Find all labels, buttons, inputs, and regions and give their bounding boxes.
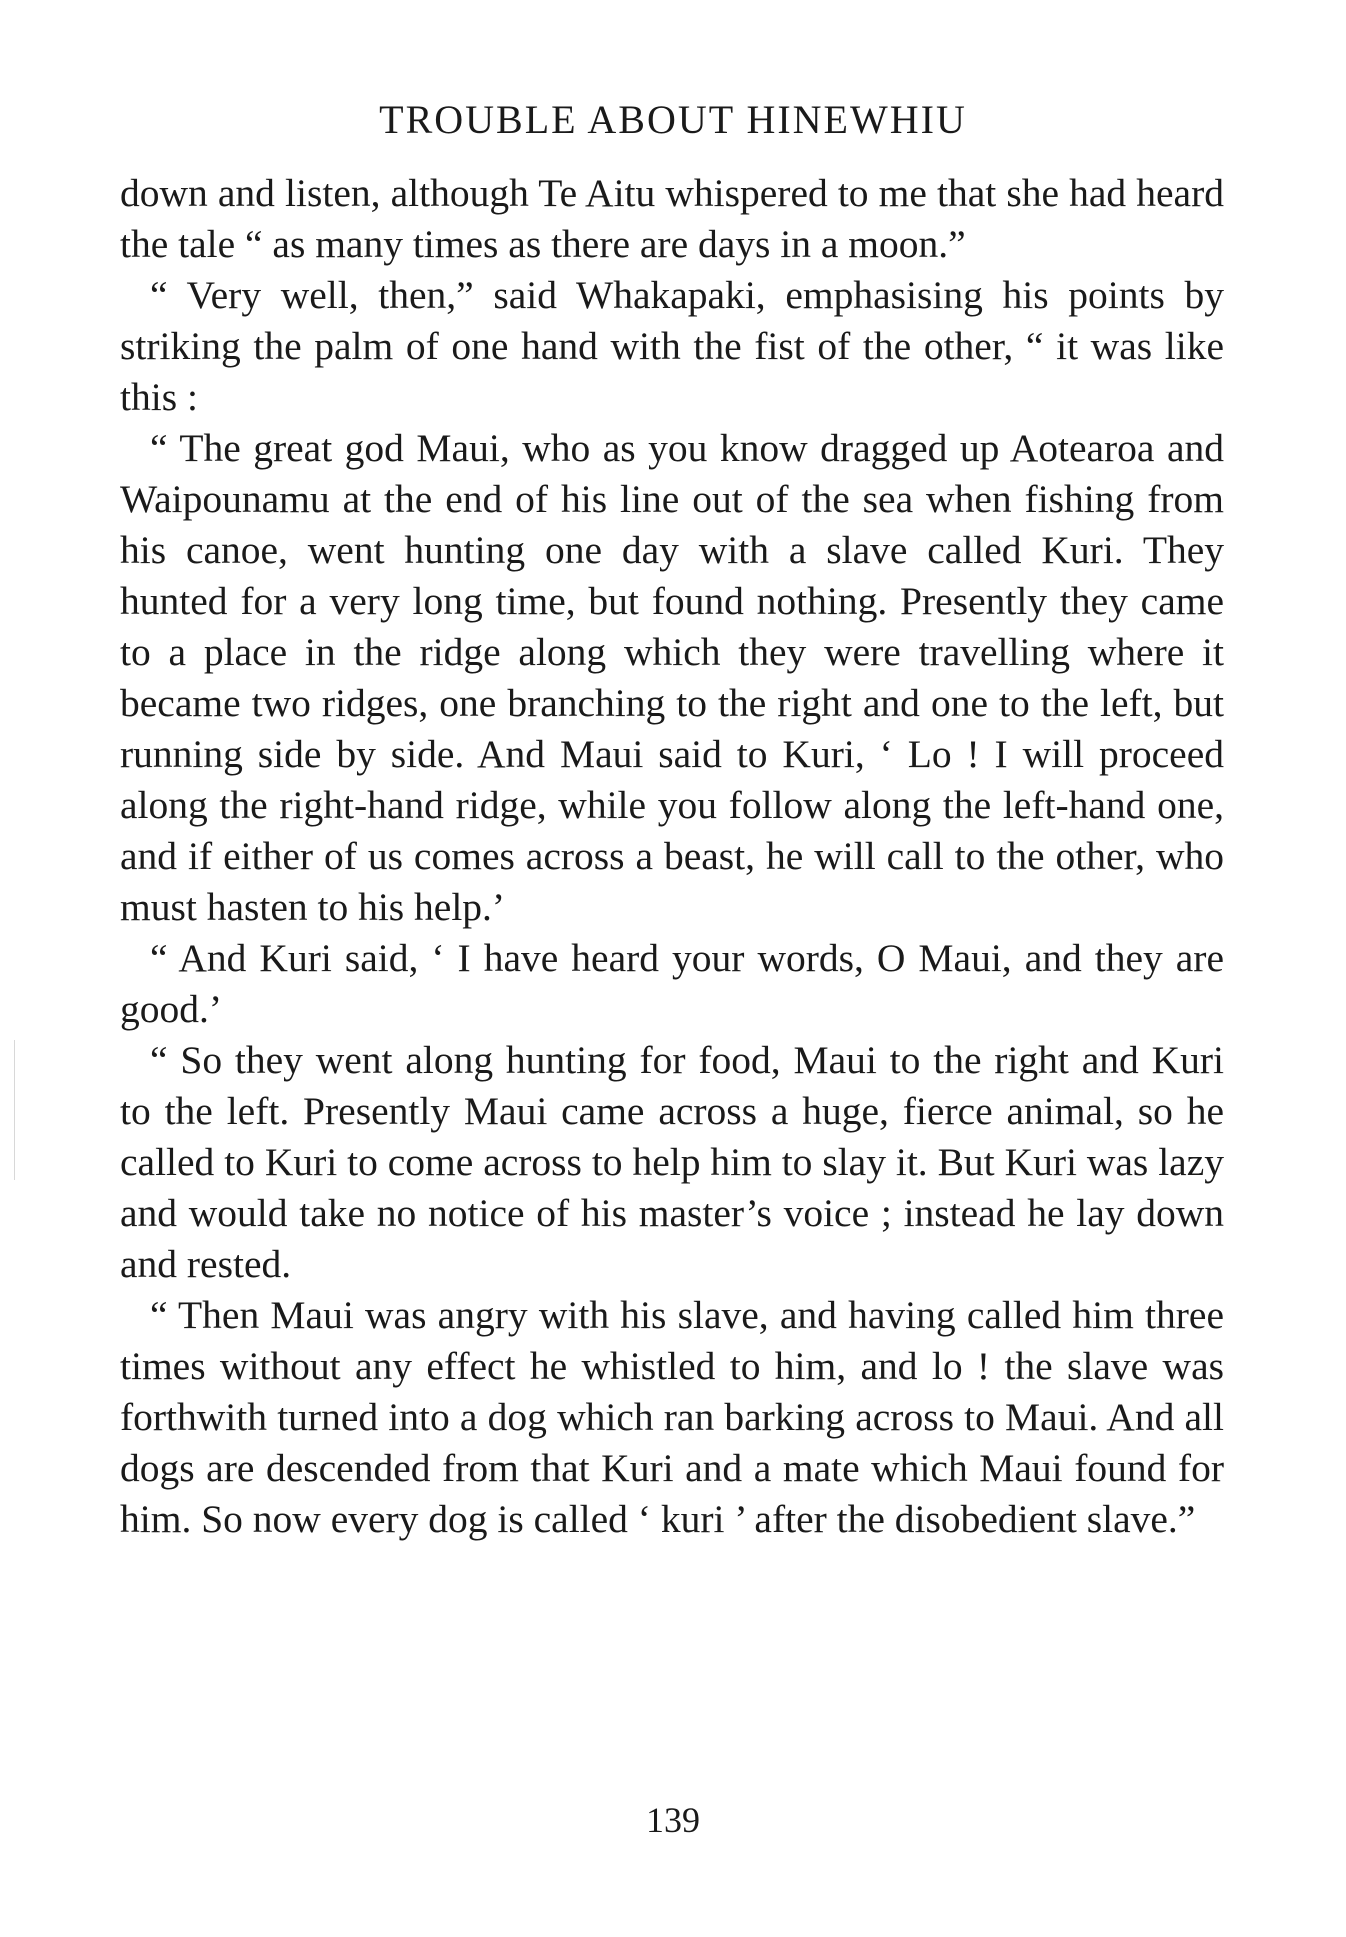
body-text (120, 168, 1224, 1545)
page-number: 139 (646, 1800, 700, 1840)
paragraph: “ Very well, then,” said Whakapaki, emphasising his points by striking the palm of one hand with the fist of the other, “ it was like this : (120, 273, 1224, 419)
paragraph: “ And Kuri said, ‘ I have heard your words, O Maui, and they are good.’ (120, 936, 1224, 1031)
paragraph: “ Then Maui was angry with his slave, and having called him three times without any effect he whistled to him, and lo ! the slave was forthwith turned into a dog which ran barking across to Maui. And all dogs are descended from that Kuri and a mate which Maui found for him. So now every dog is called ‘ kuri ’ after the disobedient slave.” (120, 1293, 1224, 1541)
scan-margin-line (14, 1040, 15, 1180)
paragraph: “ So they went along hunting for food, Maui to the right and Kuri to the left. Presently Maui came across a huge, fierce animal, so he called to Kuri to come across to help him to slay it. But Kuri was lazy and would take no notice of his master’s voice ; instead he lay down and rested. (120, 1038, 1224, 1286)
paragraph: “ The great god Maui, who as you know dragged up Aotearoa and Waipounamu at the end of his line out of the sea when fishing from his canoe, went hunting one day with a slave called Kuri. They hunted for a very long time, but found nothing. Presently they came to a place in the ridge along which they were travelling where it became two ridges, one branching to the right and one to the left, but running side by side. And Maui said to Kuri, ‘ Lo ! I will proceed along the right-hand ridge, while you follow along the left-hand one, and if either of us comes across a beast, he will call to the other, who must hasten to his help.’ (120, 426, 1224, 929)
paragraph-continued: down and listen, although Te Aitu whispered to me that she had heard the tale “ as many times as there are days in a moon.” (120, 171, 1224, 266)
running-head: TROUBLE ABOUT HINEWHIU (379, 97, 967, 142)
